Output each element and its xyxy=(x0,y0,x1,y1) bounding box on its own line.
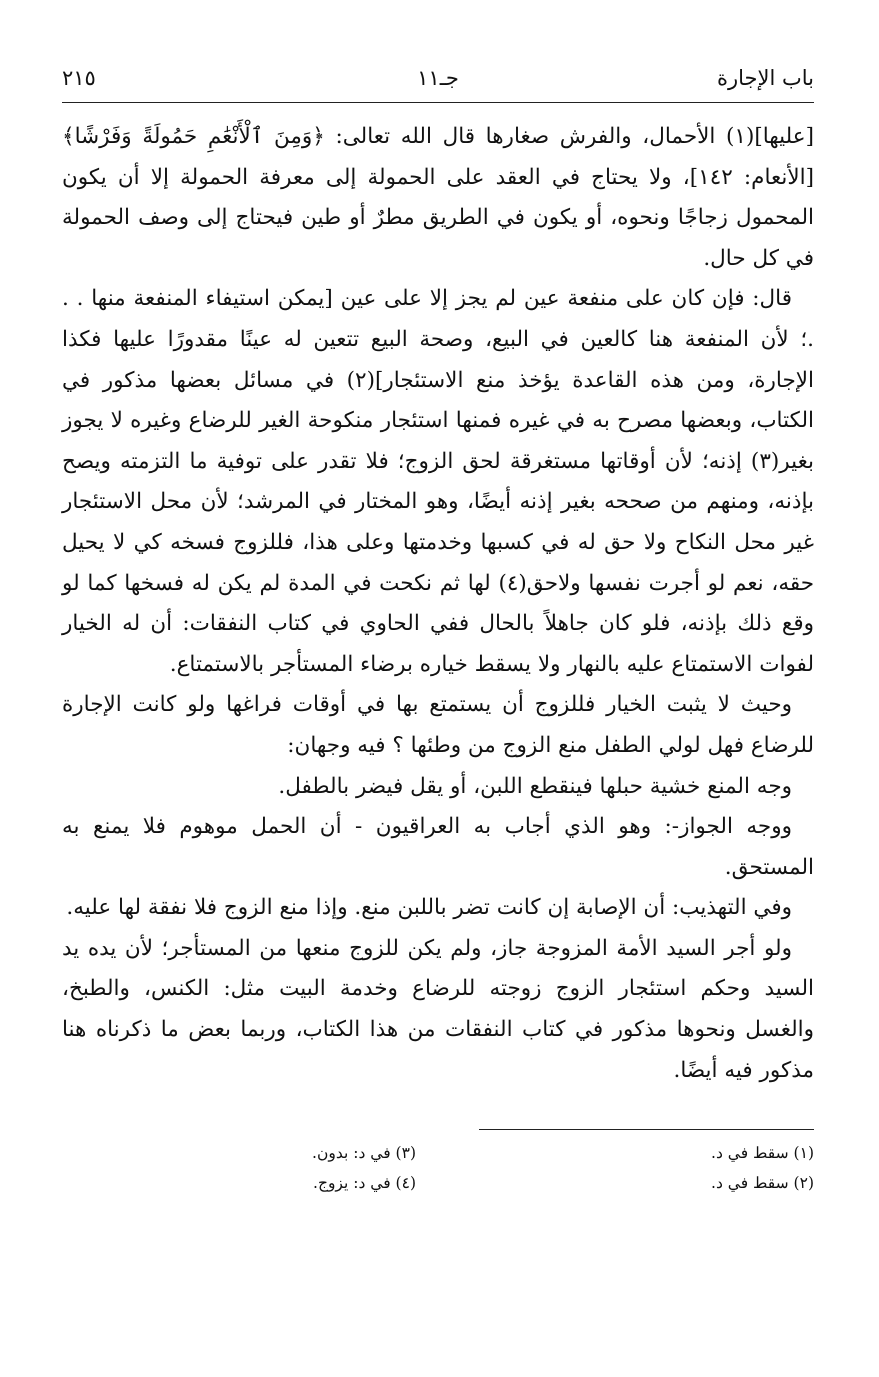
paragraph-7: ولو أجر السيد الأمة المزوجة جاز، ولم يكن للزوج منعها من المستأجر؛ لأن يده يد السيد وحكم استئجار الزوج زوجته للرضاع وخدمة البيت مثل: الكنس، والطبخ، والغسل ونحوها مذكور في كتاب النفقات من هذا الكتاب، وربما بعض ما ذكرناه هنا مذكور فيه أيضًا. xyxy=(62,935,814,1083)
paragraph-2: قال: فإن كان على منفعة عين لم يجز إلا على عين [يمكن استيفاء المنفعة منها . . .؛ لأن المنفعة هنا كالعين في البيع، وصحة البيع تتعين له عينًا مقدورًا عليها فكذا الإجارة، ومن هذه القاعدة يؤخذ منع الاستئجار](٢) في مسائل بعضها مذكور في الكتاب، وبعضها مصرح به في غيره فمنها استئجار منكوحة الغير للرضاع وغيره لا يجوز بغير(٣) إذنه؛ لأن أوقاتها مستغرقة لحق الزوج؛ فلا تقدر على توفية ما التزمته ويصح بإذنه، ومنهم من صححه بغير إذنه أيضًا، وهو المختار في المرشد؛ لأن محل الاستئجار غير محل النكاح ولا حق له في كسبها وخدمتها وعلى هذا، فللزوج فسخه كي لا يحيل حقه، نعم لو أجرت نفسها ولاحق(٤) لها ثم نكحت في المدة لم يكن له فسخها كما لو وقع ذلك بإذنه، فلو كان جاهلاً بالحال ففي الحاوي في كتاب النفقات: أن له الخيار لفوات الاستمتاع عليه بالنهار ولا يسقط خياره برضاء المستأجر بالاستمتاع. xyxy=(62,286,815,677)
footnote-2 xyxy=(711,1174,814,1192)
footnote-number: (٢) xyxy=(793,1174,814,1193)
footnote-number: (٤) xyxy=(395,1174,416,1193)
footnote-text: في د: يزوج. xyxy=(313,1174,391,1193)
footnote-3 xyxy=(312,1144,416,1162)
footnote-1 xyxy=(711,1144,814,1162)
chapter-title: باب الإجارة xyxy=(716,66,814,90)
paragraph-5: ووجه الجواز-: وهو الذي أجاب به العراقيون - أن الحمل موهوم فلا يمنع به المستحق. xyxy=(62,814,814,880)
footnote-number: (١) xyxy=(793,1144,814,1163)
paragraph-3: وحيث لا يثبت الخيار فللزوج أن يستمتع بها في أوقات فراغها ولو كانت الإجارة للرضاع فهل لولي الطفل منع الزوج من وطئها ؟ فيه وجهان: xyxy=(62,692,814,758)
footnote-text: سقط في د. xyxy=(711,1144,789,1163)
paragraph-1: [عليها](١) الأحمال، والفرش صغارها قال الله تعالى: ﴿وَمِنَ ٱلْأَنْعَٰمِ حَمُولَةً وَفَرْشًا﴾ [الأنعام: ١٤٢]، ولا يحتاج في العقد على الحمولة إلى معرفة الحمولة إلا أن يكون المحمول زجاجًا ونحوه، أو يكون في الطريق مطرٌ أو طين فيحتاج إلى وصف الحمولة في كل حال. xyxy=(62,124,815,271)
footnotes xyxy=(62,1144,814,1214)
book-page xyxy=(62,60,814,1214)
footnote-rule xyxy=(479,1129,814,1130)
page-number: ٢١٥ xyxy=(62,66,96,90)
header-rule xyxy=(62,102,814,103)
footnote-4 xyxy=(313,1174,416,1192)
footnote-text: في د: بدون. xyxy=(312,1144,391,1163)
paragraph-4: وجه المنع خشية حبلها فينقطع اللبن، أو يقل فيضر بالطفل. xyxy=(278,773,792,799)
paragraph-6: وفي التهذيب: أن الإصابة إن كانت تضر باللبن منع. وإذا منع الزوج فلا نفقة لها عليه. xyxy=(66,895,792,921)
main-text xyxy=(62,117,814,1091)
volume-number: جـ١١ xyxy=(417,66,459,90)
footnote-number: (٣) xyxy=(395,1144,416,1163)
footnote-text: سقط في د. xyxy=(711,1174,789,1193)
running-header xyxy=(62,60,814,98)
